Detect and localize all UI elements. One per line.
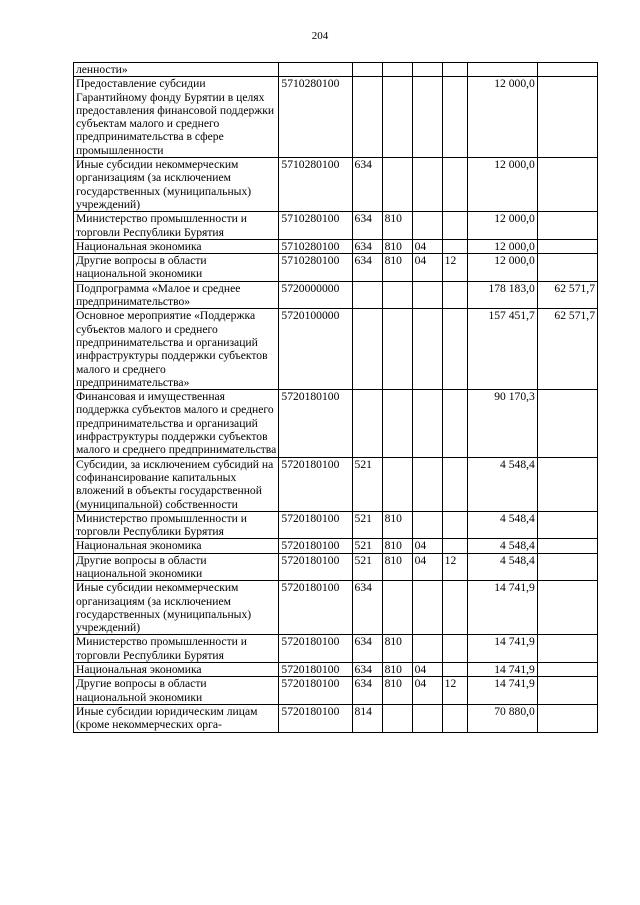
amount-year-1: 12 000,0 xyxy=(467,212,537,240)
row-name: Финансовая и имущественная поддержка субъектов малого и среднего предпринимательства и организаций инфраструктуры поддержки субъектов малого и среднего предпринимательства xyxy=(74,390,279,457)
table-row xyxy=(74,635,598,663)
row-name: Национальная экономика xyxy=(74,539,279,553)
section-code xyxy=(412,635,442,663)
target-article-code: 5710280100 xyxy=(279,158,352,212)
row-name: Предоставление субсидии Гарантийному фонду Бурятии в целях предоставления финансовой поддержки субъектам малого и среднего предпринимательства в сфере промышленности xyxy=(74,77,279,158)
table-row xyxy=(74,254,598,282)
amount-year-2 xyxy=(537,457,597,511)
amount-year-1: 4 548,4 xyxy=(467,539,537,553)
table-row xyxy=(74,390,598,457)
amount-year-2 xyxy=(537,239,597,253)
row-name: Другие вопросы в области национальной экономики xyxy=(74,677,279,705)
amount-year-2 xyxy=(537,539,597,553)
section-code xyxy=(412,511,442,539)
ministry-code: 810 xyxy=(382,212,412,240)
amount-year-1: 14 741,9 xyxy=(467,635,537,663)
section-code xyxy=(412,212,442,240)
amount-year-2 xyxy=(537,581,597,635)
row-name: Национальная экономика xyxy=(74,663,279,677)
page-number: 204 xyxy=(311,30,329,42)
table-row xyxy=(74,553,598,581)
subsection-code xyxy=(442,239,467,253)
ministry-code xyxy=(382,281,412,309)
target-article-code: 5710280100 xyxy=(279,77,352,158)
subsection-code: 12 xyxy=(442,677,467,705)
section-code: 04 xyxy=(412,239,442,253)
row-name: Подпрограмма «Малое и среднее предпринимательство» xyxy=(74,281,279,309)
expense-type-code: 521 xyxy=(352,539,382,553)
table-row xyxy=(74,239,598,253)
expense-type-code: 634 xyxy=(352,239,382,253)
amount-year-1 xyxy=(467,63,537,77)
expense-type-code xyxy=(352,77,382,158)
amount-year-1: 70 880,0 xyxy=(467,704,537,732)
table-row xyxy=(74,457,598,511)
amount-year-2 xyxy=(537,635,597,663)
expense-type-code: 634 xyxy=(352,635,382,663)
amount-year-2 xyxy=(537,254,597,282)
target-article-code: 5720180100 xyxy=(279,539,352,553)
subsection-code xyxy=(442,635,467,663)
target-article-code: 5720100000 xyxy=(279,309,352,390)
section-code xyxy=(412,158,442,212)
table-row xyxy=(74,663,598,677)
section-code: 04 xyxy=(412,553,442,581)
expense-type-code xyxy=(352,281,382,309)
ministry-code: 810 xyxy=(382,239,412,253)
subsection-code xyxy=(442,390,467,457)
table-row xyxy=(74,77,598,158)
expense-type-code xyxy=(352,63,382,77)
expense-type-code: 634 xyxy=(352,581,382,635)
target-article-code: 5720180100 xyxy=(279,663,352,677)
target-article-code: 5710280100 xyxy=(279,254,352,282)
subsection-code xyxy=(442,212,467,240)
amount-year-1: 178 183,0 xyxy=(467,281,537,309)
row-name: Министерство промышленности и торговли Республики Бурятия xyxy=(74,212,279,240)
amount-year-1: 157 451,7 xyxy=(467,309,537,390)
expense-type-code: 521 xyxy=(352,457,382,511)
expense-type-code: 634 xyxy=(352,212,382,240)
row-name: Субсидии, за исключением субсидий на софинансирование капитальных вложений в объекты государственной (муниципальной) собственности xyxy=(74,457,279,511)
ministry-code: 810 xyxy=(382,663,412,677)
ministry-code xyxy=(382,457,412,511)
section-code xyxy=(412,581,442,635)
ministry-code xyxy=(382,581,412,635)
target-article-code: 5710280100 xyxy=(279,239,352,253)
expense-type-code: 521 xyxy=(352,511,382,539)
table-row xyxy=(74,581,598,635)
subsection-code xyxy=(442,457,467,511)
subsection-code xyxy=(442,539,467,553)
row-name: Иные субсидии некоммерческим организациям (за исключением государственных (муниципальных) учреждений) xyxy=(74,581,279,635)
section-code xyxy=(412,63,442,77)
table-row xyxy=(74,212,598,240)
target-article-code: 5720000000 xyxy=(279,281,352,309)
expense-type-code: 521 xyxy=(352,553,382,581)
amount-year-2 xyxy=(537,77,597,158)
amount-year-2 xyxy=(537,63,597,77)
row-name: Основное мероприятие «Поддержка субъектов малого и среднего предпринимательства и организаций инфраструктуры поддержки субъектов малого и среднего предпринимательства» xyxy=(74,309,279,390)
expense-type-code: 634 xyxy=(352,663,382,677)
table-row xyxy=(74,158,598,212)
amount-year-1: 4 548,4 xyxy=(467,511,537,539)
table-row xyxy=(74,511,598,539)
table-row xyxy=(74,281,598,309)
subsection-code xyxy=(442,704,467,732)
expense-type-code xyxy=(352,309,382,390)
subsection-code xyxy=(442,77,467,158)
amount-year-1: 14 741,9 xyxy=(467,581,537,635)
amount-year-1: 12 000,0 xyxy=(467,158,537,212)
amount-year-2 xyxy=(537,212,597,240)
row-name: Министерство промышленности и торговли Республики Бурятия xyxy=(74,511,279,539)
target-article-code: 5720180100 xyxy=(279,635,352,663)
ministry-code xyxy=(382,309,412,390)
target-article-code: 5720180100 xyxy=(279,581,352,635)
amount-year-1: 12 000,0 xyxy=(467,254,537,282)
amount-year-1: 14 741,9 xyxy=(467,663,537,677)
amount-year-2 xyxy=(537,390,597,457)
target-article-code: 5720180100 xyxy=(279,677,352,705)
amount-year-2 xyxy=(537,553,597,581)
row-name: Национальная экономика xyxy=(74,239,279,253)
section-code: 04 xyxy=(412,677,442,705)
expense-type-code: 814 xyxy=(352,704,382,732)
table-row xyxy=(74,677,598,705)
subsection-code xyxy=(442,158,467,212)
ministry-code: 810 xyxy=(382,511,412,539)
amount-year-2 xyxy=(537,663,597,677)
amount-year-1: 14 741,9 xyxy=(467,677,537,705)
amount-year-2: 62 571,7 xyxy=(537,309,597,390)
amount-year-1: 12 000,0 xyxy=(467,239,537,253)
target-article-code: 5720180100 xyxy=(279,704,352,732)
section-code xyxy=(412,704,442,732)
table-row xyxy=(74,63,598,77)
ministry-code: 810 xyxy=(382,254,412,282)
amount-year-1: 4 548,4 xyxy=(467,553,537,581)
section-code: 04 xyxy=(412,254,442,282)
section-code: 04 xyxy=(412,539,442,553)
expense-type-code: 634 xyxy=(352,254,382,282)
row-name: Министерство промышленности и торговли Республики Бурятия xyxy=(74,635,279,663)
ministry-code xyxy=(382,704,412,732)
ministry-code: 810 xyxy=(382,553,412,581)
amount-year-1: 90 170,3 xyxy=(467,390,537,457)
amount-year-2 xyxy=(537,677,597,705)
ministry-code xyxy=(382,158,412,212)
row-name: Иные субсидии некоммерческим организациям (за исключением государственных (муниципальных) учреждений) xyxy=(74,158,279,212)
amount-year-1: 4 548,4 xyxy=(467,457,537,511)
section-code xyxy=(412,457,442,511)
target-article-code xyxy=(279,63,352,77)
ministry-code: 810 xyxy=(382,635,412,663)
ministry-code: 810 xyxy=(382,677,412,705)
target-article-code: 5720180100 xyxy=(279,457,352,511)
row-name: ленности» xyxy=(74,63,279,77)
table-row xyxy=(74,309,598,390)
subsection-code xyxy=(442,281,467,309)
row-name: Другие вопросы в области национальной экономики xyxy=(74,254,279,282)
subsection-code xyxy=(442,581,467,635)
amount-year-2 xyxy=(537,704,597,732)
expense-type-code: 634 xyxy=(352,158,382,212)
row-name: Иные субсидии юридическим лицам (кроме некоммерческих орга- xyxy=(74,704,279,732)
subsection-code xyxy=(442,511,467,539)
amount-year-1: 12 000,0 xyxy=(467,77,537,158)
subsection-code xyxy=(442,63,467,77)
target-article-code: 5720180100 xyxy=(279,553,352,581)
target-article-code: 5710280100 xyxy=(279,212,352,240)
subsection-code xyxy=(442,663,467,677)
section-code xyxy=(412,281,442,309)
section-code xyxy=(412,309,442,390)
subsection-code xyxy=(442,309,467,390)
section-code xyxy=(412,77,442,158)
ministry-code xyxy=(382,390,412,457)
ministry-code: 810 xyxy=(382,539,412,553)
expense-type-code: 634 xyxy=(352,677,382,705)
amount-year-2 xyxy=(537,158,597,212)
subsection-code: 12 xyxy=(442,553,467,581)
amount-year-2: 62 571,7 xyxy=(537,281,597,309)
target-article-code: 5720180100 xyxy=(279,390,352,457)
ministry-code xyxy=(382,63,412,77)
ministry-code xyxy=(382,77,412,158)
row-name: Другие вопросы в области национальной экономики xyxy=(74,553,279,581)
table-row xyxy=(74,704,598,732)
section-code xyxy=(412,390,442,457)
section-code: 04 xyxy=(412,663,442,677)
target-article-code: 5720180100 xyxy=(279,511,352,539)
budget-table xyxy=(73,62,598,733)
amount-year-2 xyxy=(537,511,597,539)
subsection-code: 12 xyxy=(442,254,467,282)
table-row xyxy=(74,539,598,553)
expense-type-code xyxy=(352,390,382,457)
